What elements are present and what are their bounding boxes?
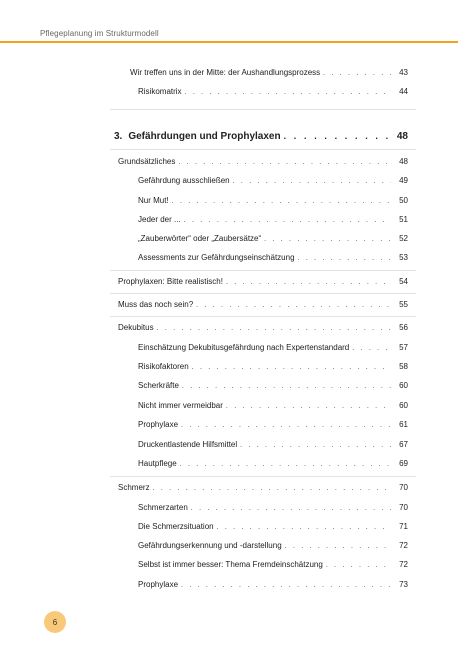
section-divider xyxy=(110,293,416,294)
toc-entry[interactable]: Einschätzung Dekubitusgefährdung nach Expertenstandard . . . 57 xyxy=(138,343,408,354)
toc-entry[interactable]: Assessments zur Gefährdungseinschätzung . . . 53 xyxy=(138,253,408,264)
toc-entry[interactable]: Schmerzarten . . . 70 xyxy=(138,503,408,514)
toc-entry[interactable]: Druckentlastende Hilfsmittel . . . 67 xyxy=(138,440,408,451)
section-divider xyxy=(110,476,416,477)
toc-entry[interactable]: Prophylaxe . . . 73 xyxy=(138,580,408,591)
toc-entry[interactable]: Wir treffen uns in der Mitte: der Aushandlungsprozess . . . 43 xyxy=(130,68,408,79)
toc-section[interactable]: Dekubitus . . . 56 xyxy=(118,323,408,334)
section-divider xyxy=(110,149,416,150)
page-number-badge xyxy=(44,611,66,633)
toc-chapter[interactable]: 3. Gefährdungen und Prophylaxen . . . 48 xyxy=(114,130,408,143)
section-divider xyxy=(110,109,416,110)
toc-section[interactable]: Prophylaxen: Bitte realistisch! . . . 54 xyxy=(118,277,408,288)
toc-entry[interactable]: Selbst ist immer besser: Thema Fremdeinschätzung . . . 72 xyxy=(138,560,408,571)
running-header: Pflegeplanung im Strukturmodell xyxy=(40,29,159,38)
toc-entry[interactable]: Risikomatrix . . . 44 xyxy=(138,87,408,98)
toc-entry[interactable]: Gefährdungserkennung und -darstellung . . . 72 xyxy=(138,541,408,552)
toc-entry[interactable]: „Zauberwörter“ oder „Zaubersätze“ . . . 52 xyxy=(138,234,408,245)
toc-entry[interactable]: Risikofaktoren . . . 58 xyxy=(138,362,408,373)
section-divider xyxy=(110,270,416,271)
toc-entry[interactable]: Scherkräfte . . . 60 xyxy=(138,381,408,392)
toc-section[interactable]: Muss das noch sein? . . . 55 xyxy=(118,300,408,311)
page-number: 6 xyxy=(52,617,58,627)
section-divider xyxy=(110,316,416,317)
toc-entry[interactable]: Gefährdung ausschließen . . . 49 xyxy=(138,176,408,187)
toc-entry[interactable]: Prophylaxe . . . 61 xyxy=(138,420,408,431)
toc-entry[interactable]: Nicht immer vermeidbar . . . 60 xyxy=(138,401,408,412)
toc-entry[interactable]: Jeder der ... . . . 51 xyxy=(138,215,408,226)
toc-entry[interactable]: Hautpflege . . . 69 xyxy=(138,459,408,470)
toc-section[interactable]: Grundsätzliches . . . 48 xyxy=(118,157,408,168)
toc-entry[interactable]: Die Schmerzsituation . . . 71 xyxy=(138,522,408,533)
toc-entry[interactable]: Nur Mut! . . . 50 xyxy=(138,196,408,207)
toc-section[interactable]: Schmerz . . . 70 xyxy=(118,483,408,494)
